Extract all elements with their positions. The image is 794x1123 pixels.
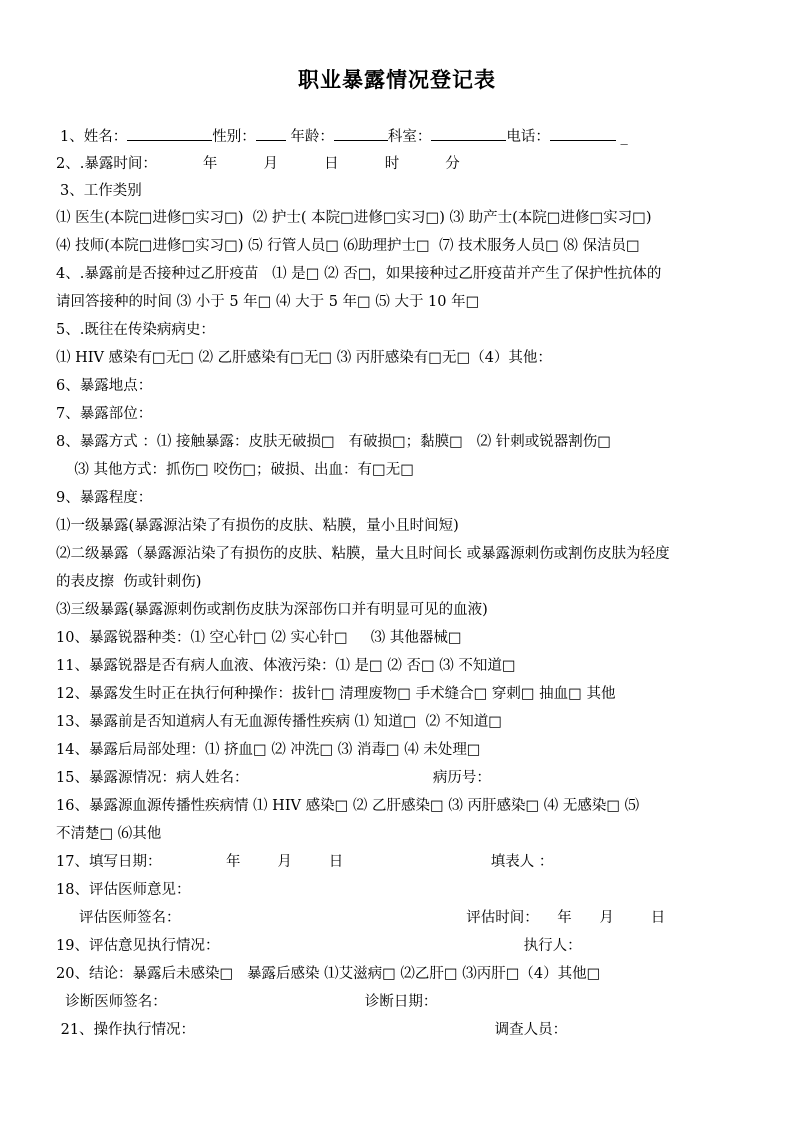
- form-line-17: 的表皮擦 伤或针刺伤): [56, 574, 202, 590]
- form-line-6: 4、.暴露前是否接种过乙肝疫苗 ⑴ 是□ ⑵ 否□，如果接种过乙肝疫苗并产生了保护性抗体的: [56, 266, 662, 282]
- form-line-29: 评估医师签名： 评估时间： 年 月 日: [56, 910, 666, 926]
- phone-tail: _: [615, 129, 628, 145]
- form-title: 职业暴露情况登记表: [298, 67, 496, 92]
- age-field[interactable]: [334, 126, 388, 141]
- dept-field[interactable]: [431, 126, 506, 141]
- form-line-13: ⑶ 其他方式：抓伤□ 咬伤□；破损、出血：有□无□: [56, 462, 414, 478]
- form-line-4: ⑴ 医生(本院□进修□实习□) ⑵ 护士( 本院□进修□实习□) ⑶ 助产士(本院□进修□实习□): [56, 210, 652, 226]
- age-label: 年龄：: [290, 129, 334, 145]
- form-line-5: ⑷ 技师(本院□进修□实习□) ⑸ 行管人员□ ⑹助理护士□ ⑺ 技术服务人员□ ⑻ 保洁员□: [56, 238, 640, 254]
- form-line-11: 7、暴露部位：: [56, 406, 153, 422]
- gender-field[interactable]: [256, 126, 286, 141]
- name-field[interactable]: [127, 126, 212, 141]
- form-line-16: ⑵二级暴露（暴露源沾染了有损伤的皮肤、粘膜，量大且时间长 或暴露源刺伤或割伤皮肤为轻度: [56, 546, 670, 562]
- form-line-2: 2、.暴露时间： 年 月 日 时 分: [56, 156, 460, 172]
- form-line-23: 14、暴露后局部处理：⑴ 挤血□ ⑵ 冲洗□ ⑶ 消毒□ ⑷ 未处理□: [56, 742, 481, 758]
- form-line-7: 请回答接种的时间 ⑶ 小于 5 年□ ⑷ 大于 5 年□ ⑸ 大于 10 年□: [56, 294, 480, 310]
- form-line-8: 5、.既往在传染病病史：: [56, 322, 215, 338]
- form-line-21: 12、暴露发生时正在执行何种操作：拔针□ 清理废物□ 手术缝合□ 穿刺□ 抽血□ 其他: [56, 686, 616, 702]
- name-label: 1、姓名：: [60, 129, 128, 145]
- form-line-33: 21、操作执行情况： 调查人员：: [56, 1022, 568, 1038]
- form-line-28: 18、评估医师意见：: [56, 882, 191, 898]
- form-line-25: 16、暴露源血源传播性疾病情 ⑴ HIV 感染□ ⑵ 乙肝感染□ ⑶ 丙肝感染□ ⑷ 无感染□ ⑸: [56, 798, 640, 814]
- dept-label: 科室：: [387, 129, 432, 145]
- form-line-9: ⑴ HIV 感染有□无□ ⑵ 乙肝感染有□无□ ⑶ 丙肝感染有□无□（4）其他：: [56, 350, 552, 366]
- form-line-22: 13、暴露前是否知道病人有无血源传播性疾病 ⑴ 知道□ ⑵ 不知道□: [56, 714, 502, 730]
- form-line-31: 20、结论：暴露后未感染□ 暴露后感染 ⑴艾滋病□ ⑵乙肝□ ⑶丙肝□（4）其他□: [56, 966, 601, 982]
- phone-field[interactable]: [550, 126, 616, 141]
- form-line-19: 10、暴露锐器种类：⑴ 空心针□ ⑵ 实心针□ ⑶ 其他器械□: [56, 630, 462, 646]
- form-line-12: 8、暴露方式 ：⑴ 接触暴露：皮肤无破损□ 有破损□；黏膜□ ⑵ 针刺或锐器割伤□: [56, 434, 612, 450]
- form-line-27: 17、填写日期： 年 月 日 填表人 ：: [56, 854, 554, 870]
- form-line-26: 不清楚□ ⑹其他: [56, 826, 162, 842]
- personal-info-line: [60, 126, 628, 147]
- form-line-18: ⑶三级暴露(暴露源刺伤或割伤皮肤为深部伤口并有明显可见的血液): [56, 602, 488, 618]
- phone-label: 电话：: [506, 129, 550, 145]
- form-line-10: 6、暴露地点：: [56, 378, 153, 394]
- form-line-15: ⑴一级暴露(暴露源沾染了有损伤的皮肤、粘膜，量小且时间短): [56, 518, 459, 534]
- form-line-30: 19、评估意见执行情况： 执行人：: [56, 938, 582, 954]
- gender-label: 性别：: [212, 129, 256, 145]
- form-line-32: 诊断医师签名： 诊断日期：: [56, 994, 438, 1010]
- form-line-3: 3、工作类别: [60, 183, 142, 199]
- form-line-20: 11、暴露锐器是否有病人血液、体液污染：⑴ 是□ ⑵ 否□ ⑶ 不知道□: [56, 658, 516, 674]
- form-line-14: 9、暴露程度：: [56, 490, 153, 506]
- form-line-24: 15、暴露源情况：病人姓名： 病历号：: [56, 770, 491, 786]
